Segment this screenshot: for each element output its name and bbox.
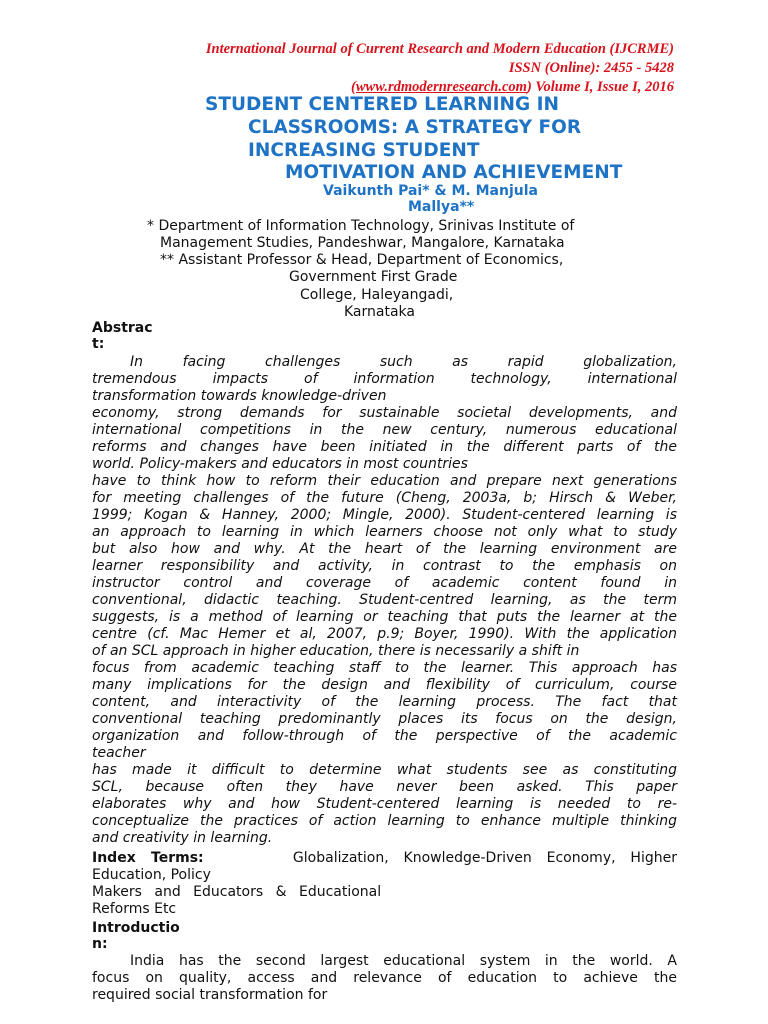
abstract-line: instructor control and coverage of academic content found in [92, 575, 677, 591]
affiliation-line: * Department of Information Technology, Srinivas Institute of [147, 218, 575, 234]
affiliation-line: Management Studies, Pandeshwar, Mangalore, Karnataka [160, 235, 565, 251]
journal-name: International Journal of Current Research and Modern Education (IJCRME) [205, 41, 674, 57]
authors-line-2: Mallya** [408, 199, 475, 215]
abstract-heading: Abstrac t: [92, 320, 153, 352]
index-terms [92, 850, 677, 918]
introduction-line: required social transformation for [92, 987, 328, 1003]
abstract-line: international competitions in the new century, numerous educational [92, 422, 677, 438]
abstract-line: an approach to learning in which learners choose not only what to study [92, 524, 677, 540]
abstract-line: In facing challenges such as rapid globalization, [130, 354, 677, 370]
affiliation-line: ** Assistant Professor & Head, Department of Economics, [160, 252, 564, 268]
abstract-body [92, 354, 677, 847]
title-line-4: MOTIVATION AND ACHIEVEMENT [285, 162, 623, 183]
introduction-heading: Introductio n: [92, 920, 180, 952]
introduction-body [92, 953, 677, 1004]
title-line-2: CLASSROOMS: A STRATEGY FOR [248, 117, 582, 138]
abstract-line: organization and follow-through of the perspective of the academic [92, 728, 677, 744]
abstract-line: centre (cf. Mac Hemer et al, 2007, p.9; Boyer, 1990). With the application [92, 626, 677, 642]
abstract-line: many implications for the design and flexibility of curriculum, course [92, 677, 677, 693]
abstract-line: has made it difficult to determine what students see as constituting [92, 762, 677, 778]
abstract-line: have to think how to reform their education and prepare next generations [92, 473, 677, 489]
journal-issn: ISSN (Online): 2455 - 5428 [508, 60, 674, 76]
abstract-line: content, and interactivity of the learning process. The fact that [92, 694, 677, 710]
abstract-line: conceptualize the practices of action learning to enhance multiple thinking [92, 813, 677, 829]
index-terms-line: Makers and Educators & Educational [92, 884, 382, 900]
abstract-line: focus from academic teaching staff to the learner. This approach has [92, 660, 677, 676]
abstract-line: conventional teaching predominantly places its focus on the design, [92, 711, 677, 727]
title-line-3: INCREASING STUDENT [248, 140, 480, 161]
introduction-line: focus on quality, access and relevance of education to achieve the [92, 970, 677, 986]
index-terms-line: Reforms Etc [92, 901, 177, 917]
abstract-line: of an SCL approach in higher education, there is necessarily a shift in [92, 643, 580, 659]
abstract-line: transformation towards knowledge-driven [92, 388, 387, 404]
abstract-line: learner responsibility and activity, in contrast to the emphasis on [92, 558, 677, 574]
affiliation-line: College, Haleyangadi, [300, 287, 454, 303]
index-terms-label: Index Terms: [92, 850, 204, 866]
abstract-line: conventional, didactic teaching. Student-centred learning, as the term [92, 592, 677, 608]
abstract-line: world. Policy-makers and educators in most countries [92, 456, 468, 472]
title-line-1: STUDENT CENTERED LEARNING IN [205, 94, 559, 115]
journal-header [114, 40, 674, 97]
abstract-line: tremendous impacts of information technology, international [92, 371, 677, 387]
abstract-line: elaborates why and how Student-centered learning is needed to re- [92, 796, 677, 812]
abstract-line: reforms and changes have been initiated in the different parts of the [92, 439, 677, 455]
abstract-line: teacher [92, 745, 146, 761]
index-terms-line: Index Terms: Globalization, Knowledge-Driven Economy, Higher [92, 850, 677, 866]
abstract-line: suggests, is a method of learning or teaching that puts the learner at the [92, 609, 677, 625]
authors-line-1: Vaikunth Pai* & M. Manjula [323, 183, 538, 199]
abstract-line: economy, strong demands for sustainable societal developments, and [92, 405, 677, 421]
index-terms-line: Education, Policy [92, 867, 211, 883]
introduction-line: India has the second largest educational system in the world. A [130, 953, 677, 969]
abstract-line: 1999; Kogan & Hanney, 2000; Mingle, 2000). Student-centered learning is [92, 507, 677, 523]
journal-url-link[interactable]: www.rdmodernresearch.com [355, 79, 527, 95]
abstract-line: but also how and why. At the heart of the learning environment are [92, 541, 677, 557]
journal-volume: (www.rdmodernresearch.com) Volume I, Issue I, 2016 [351, 79, 674, 95]
abstract-line: for meeting challenges of the future (Cheng, 2003a, b; Hirsch & Weber, [92, 490, 677, 506]
abstract-line: SCL, because often they have never been asked. This paper [92, 779, 677, 795]
abstract-line: and creativity in learning. [92, 830, 273, 846]
affiliation-line: Karnataka [344, 304, 415, 320]
affiliation-line: Government First Grade [289, 269, 458, 285]
